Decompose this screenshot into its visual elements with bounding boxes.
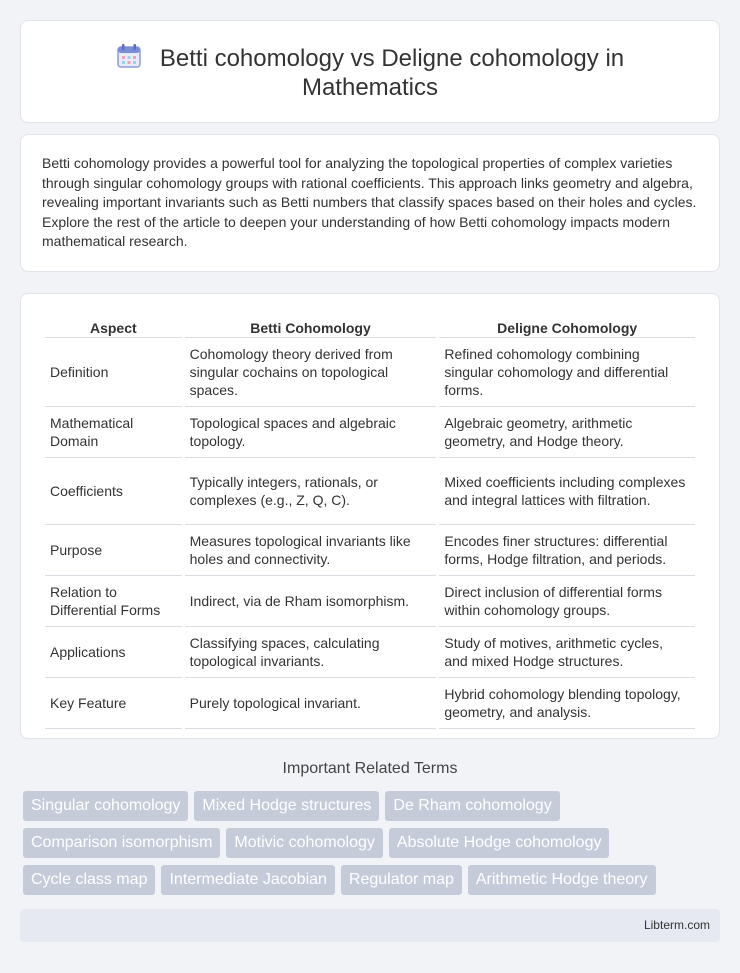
intro-paragraph: Betti cohomology provides a powerful tool for analyzing the topological properties of complex varieties through singular cohomology groups with rational coefficients. This approach links geometry and algebra, revealing important invariants such as Betti numbers that classify spaces based on their holes and cycles. Explore the rest of the article to deepen your understanding of how Betti cohomology impacts modern mathematical research.	[42, 155, 697, 249]
table-row	[45, 627, 695, 678]
cell-betti: Topological spaces and algebraic topology.	[185, 407, 437, 458]
cell-betti: Cohomology theory derived from singular cochains on topological spaces.	[185, 338, 437, 407]
cell-aspect: Mathematical Domain	[45, 407, 182, 458]
related-term-tag[interactable]: Regulator map	[341, 865, 462, 895]
table-row	[45, 678, 695, 729]
cell-betti: Typically integers, rationals, or complexes (e.g., Z, Q, C).	[185, 458, 437, 525]
footer-bar	[20, 909, 720, 942]
comparison-table	[42, 316, 698, 729]
related-term-tag[interactable]: Arithmetic Hodge theory	[468, 865, 656, 895]
related-terms-heading: Important Related Terms	[282, 760, 458, 777]
related-term-tag[interactable]: Mixed Hodge structures	[194, 791, 379, 821]
cell-deligne: Refined cohomology combining singular cohomology and differential forms.	[439, 338, 695, 407]
header-betti: Betti Cohomology	[185, 316, 437, 338]
cell-deligne: Mixed coefficients including complexes and integral lattices with filtration.	[439, 458, 695, 525]
cell-aspect: Definition	[45, 338, 182, 407]
cell-deligne: Encodes finer structures: differential forms, Hodge filtration, and periods.	[439, 525, 695, 576]
header-deligne: Deligne Cohomology	[439, 316, 695, 338]
footer-site-link[interactable]: Libterm.com	[643, 918, 710, 932]
table-row	[45, 338, 695, 407]
cell-aspect: Relation to Differential Forms	[45, 576, 182, 627]
cell-betti: Indirect, via de Rham isomorphism.	[185, 576, 437, 627]
related-term-tag[interactable]: Comparison isomorphism	[23, 828, 220, 858]
table-header-row	[45, 316, 695, 338]
related-term-tag[interactable]: Singular cohomology	[23, 791, 188, 821]
table-row	[45, 525, 695, 576]
cell-betti: Purely topological invariant.	[185, 678, 437, 729]
cell-aspect: Purpose	[45, 525, 182, 576]
cell-aspect: Coefficients	[45, 458, 182, 525]
table-row	[45, 576, 695, 627]
related-term-tag[interactable]: Motivic cohomology	[226, 828, 383, 858]
table-row	[45, 407, 695, 458]
calendar-icon	[116, 43, 142, 69]
comparison-card	[20, 293, 720, 739]
page-title-line1: Betti cohomology vs Deligne cohomology in	[159, 45, 625, 72]
related-term-tag[interactable]: Absolute Hodge cohomology	[389, 828, 610, 858]
intro-card	[20, 134, 720, 272]
page-title-line2: Mathematics	[301, 74, 439, 101]
cell-betti: Measures topological invariants like holes and connectivity.	[185, 525, 437, 576]
table-row	[45, 458, 695, 525]
page-title	[21, 43, 719, 102]
related-terms-list	[23, 791, 723, 902]
header-aspect: Aspect	[45, 316, 182, 338]
cell-deligne: Algebraic geometry, arithmetic geometry, and Hodge theory.	[439, 407, 695, 458]
related-term-tag[interactable]: De Rham cohomology	[385, 791, 559, 821]
cell-deligne: Direct inclusion of differential forms within cohomology groups.	[439, 576, 695, 627]
cell-deligne: Study of motives, arithmetic cycles, and mixed Hodge structures.	[439, 627, 695, 678]
cell-deligne: Hybrid cohomology blending topology, geometry, and analysis.	[439, 678, 695, 729]
cell-aspect: Key Feature	[45, 678, 182, 729]
related-term-tag[interactable]: Intermediate Jacobian	[161, 865, 334, 895]
title-card	[20, 20, 720, 123]
related-term-tag[interactable]: Cycle class map	[23, 865, 155, 895]
cell-betti: Classifying spaces, calculating topological invariants.	[185, 627, 437, 678]
cell-aspect: Applications	[45, 627, 182, 678]
